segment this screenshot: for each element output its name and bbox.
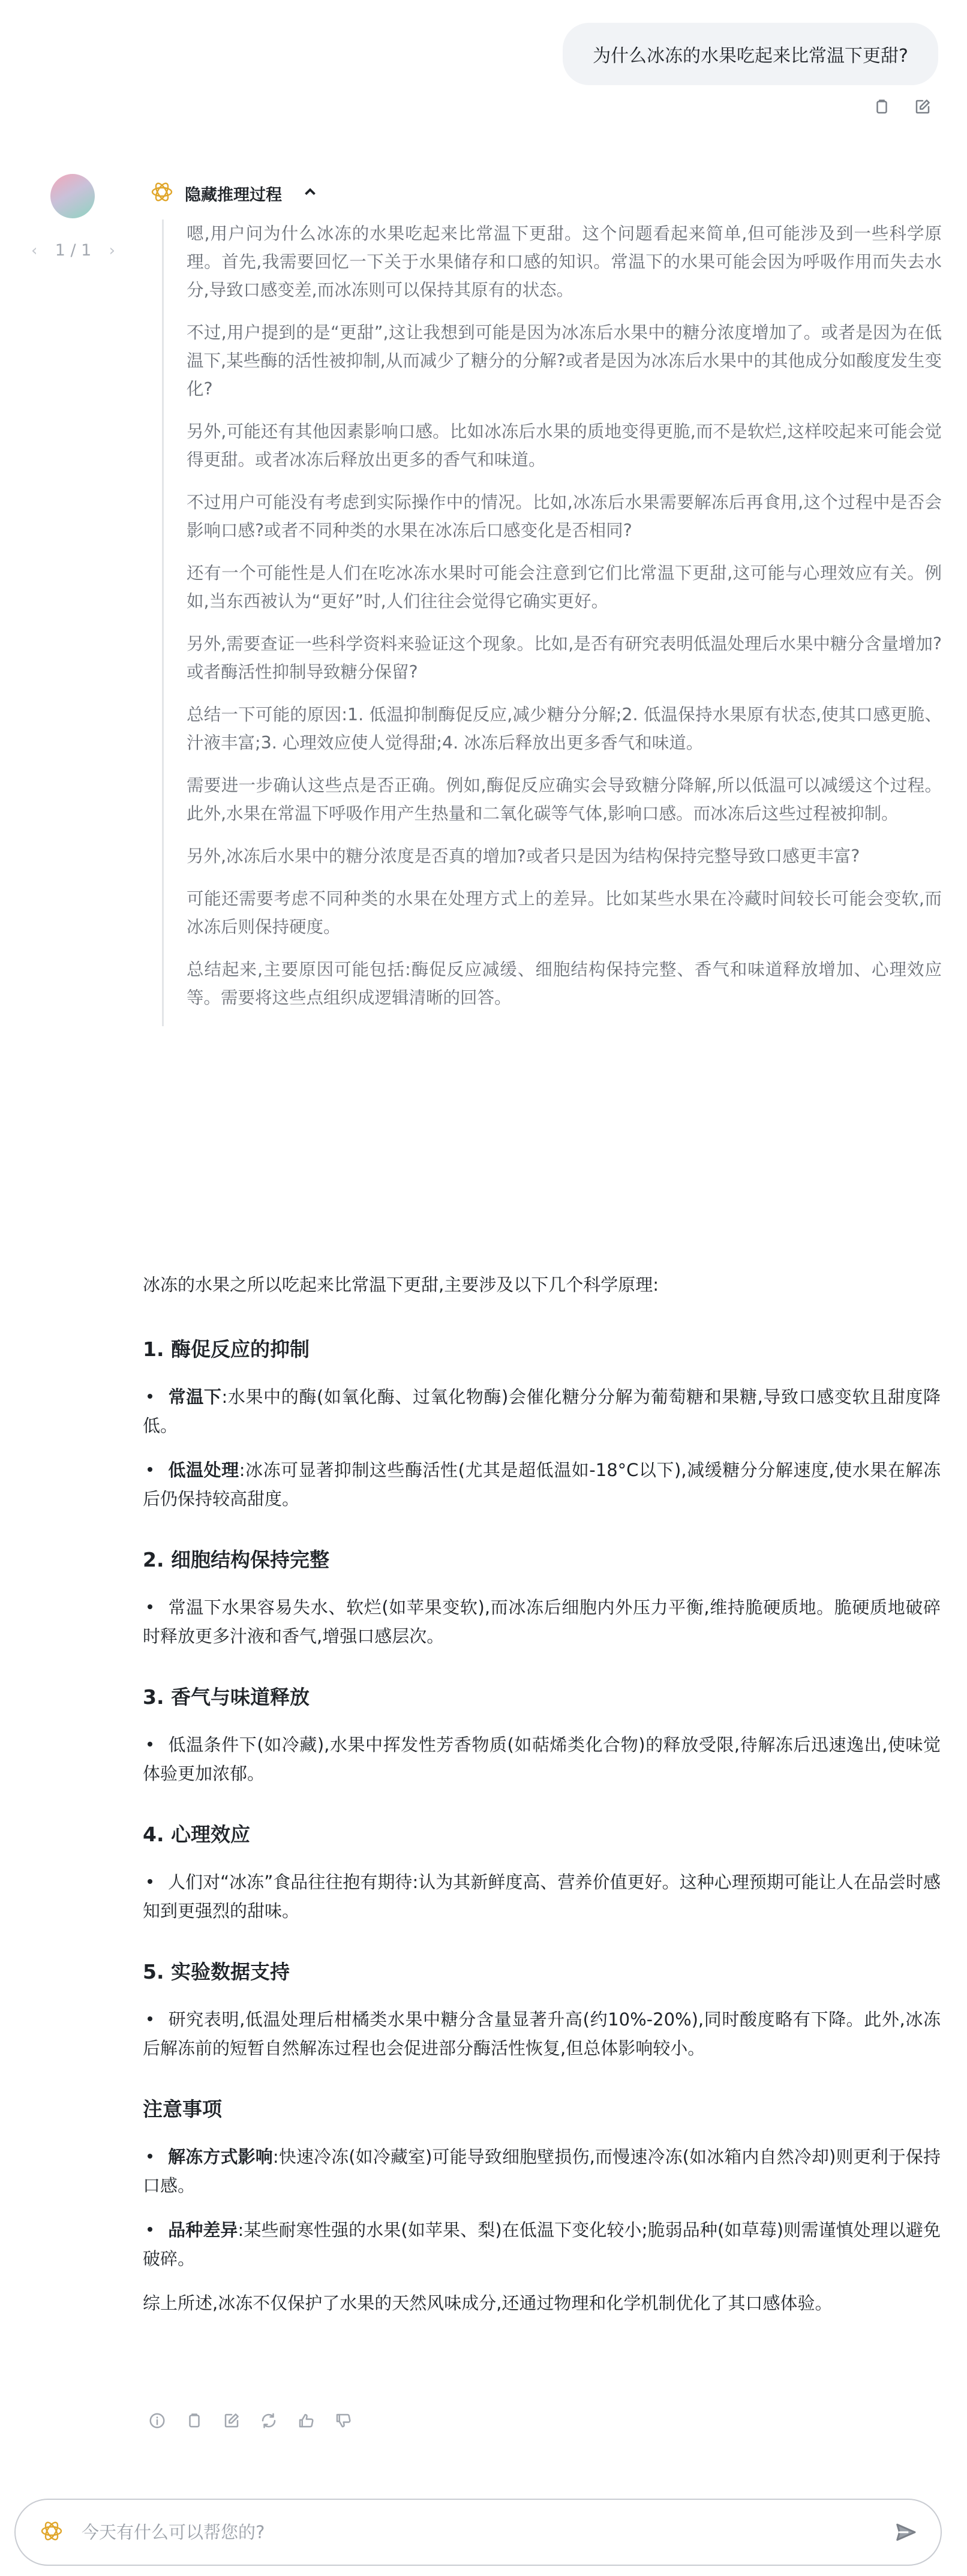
answer-section (143, 1956, 941, 2063)
list-item: 低温条件下(如冷藏),水果中挥发性芳香物质(如萜烯类化合物)的释放受限,待解冻后迅速逸出,使味觉体验更加浓郁。 (143, 1735, 941, 1784)
copy-icon[interactable] (871, 96, 893, 118)
section-heading: 5. 实验数据支持 (143, 1960, 290, 1983)
reasoning-paragraph: 可能还需要考虑不同种类的水果在处理方式上的差异。比如某些水果在冷藏时间较长可能会变软,而冰冻后则保持硬度。 (187, 889, 942, 937)
reasoning-paragraph: 不过,用户提到的是“更甜”,这让我想到可能是因为冰冻后水果中的糖分浓度增加了。或者是因为在低温下,某些酶的活性被抑制,从而减少了糖分的分解?或者是因为冰冻后水果中的其他成分如酸度发生变化? (187, 323, 942, 399)
answer-section (143, 1334, 941, 1513)
list-item: 常温下水果容易失水、软烂(如苹果变软),而冰冻后细胞内外压力平衡,维持脆硬质地。脆硬质地破碎时释放更多汁液和香气,增强口感层次。 (143, 1597, 941, 1646)
answer-actions (146, 2410, 354, 2431)
list-item: 低温处理:冰冻可显著抑制这些酶活性(尤其是超低温如-18°C以下),减缓糖分分解速度,使水果在解冻后仍保持较高甜度。 (143, 1460, 941, 1509)
reasoning-paragraph: 需要进一步确认这些点是否正确。例如,酶促反应确实会导致糖分降解,所以低温可以减缓这个过程。此外,水果在常温下呼吸作用产生热量和二氧化碳等气体,影响口感。而冰冻后这些过程被抑制。 (187, 775, 942, 823)
reasoning-paragraph: 总结一下可能的原因:1. 低温抑制酶促反应,减少糖分分解;2. 低温保持水果原有状态,使其口感更脆、汁液丰富;3. 心理效应使人觉得甜;4. 冰冻后释放出更多香气和味道。 (187, 705, 942, 753)
list-item: 常温下:水果中的酶(如氧化酶、过氧化物酶)会催化糖分分解为葡萄糖和果糖,导致口感变软且甜度降低。 (143, 1387, 941, 1436)
edit-icon[interactable] (912, 96, 933, 118)
reasoning-paragraph: 另外,冰冻后水果中的糖分浓度是否真的增加?或者只是因为结构保持完整导致口感更丰富? (187, 846, 860, 866)
user-message-actions (871, 96, 933, 118)
reasoning-paragraph: 另外,可能还有其他因素影响口感。比如冰冻后水果的质地变得更脆,而不是软烂,这样咬起来可能会觉得更甜。或者冰冻后释放出更多的香气和味道。 (187, 422, 942, 470)
reasoning-paragraph: 总结起来,主要原因可能包括:酶促反应减缓、细胞结构保持完整、香气和味道释放增加、心理效应等。需要将这些点组织成逻辑清晰的回答。 (187, 960, 942, 1008)
list-item: 人们对“冰冻”食品往往抱有期待:认为其新鲜度高、营养价值更好。这种心理预期可能让人在品尝时感知到更强烈的甜味。 (143, 1872, 941, 1921)
message-composer (14, 2499, 942, 2566)
pager-next-button[interactable]: › (109, 241, 115, 260)
pager-count: 1 / 1 (55, 241, 92, 260)
chevron-up-icon (293, 183, 319, 203)
list-item: 研究表明,低温处理后柑橘类水果中糖分含量显著升高(约10%-20%),同时酸度略有下降。此外,冰冻后解冻前的短暂自然解冻过程也会促进部分酶活性恢复,但总体影响较小。 (143, 2009, 941, 2058)
answer-intro: 冰冻的水果之所以吃起来比常温下更甜,主要涉及以下几个科学原理: (143, 1275, 659, 1295)
answer-section (143, 1544, 941, 1651)
section-heading: 2. 细胞结构保持完整 (143, 1548, 329, 1571)
list-item: 解冻方式影响:快速冷冻(如冷藏室)可能导致细胞壁损伤,而慢速冷冻(如冰箱内自然冷却)则更利于保持口感。 (143, 2147, 941, 2196)
send-icon[interactable] (895, 2521, 917, 2543)
user-bubble: 为什么冰冻的水果吃起来比常温下更甜? (563, 23, 938, 85)
answer-section (143, 2094, 941, 2273)
avatar (50, 174, 95, 218)
reasoning-content (162, 220, 942, 1026)
assistant-logo-icon (40, 2519, 64, 2545)
reasoning-toggle[interactable] (150, 180, 319, 206)
assistant-logo-icon (150, 180, 174, 206)
reasoning-label: 隐藏推理过程 (185, 185, 282, 205)
user-message (563, 23, 938, 85)
list-item: 品种差异:某些耐寒性强的水果(如苹果、梨)在低温下变化较小;脆弱品种(如草莓)则需谨慎处理以避免破碎。 (143, 2220, 941, 2269)
assistant-answer (143, 1270, 941, 2318)
section-heading: 1. 酶促反应的抑制 (143, 1337, 310, 1361)
thumbs-down-icon[interactable] (332, 2410, 354, 2431)
regenerate-icon[interactable] (258, 2410, 280, 2431)
edit-icon[interactable] (221, 2410, 242, 2431)
answer-section (143, 1682, 941, 1788)
reasoning-paragraph: 另外,需要查证一些科学资料来验证这个现象。比如,是否有研究表明低温处理后水果中糖分含量增加?或者酶活性抑制导致糖分保留? (187, 634, 942, 682)
answer-conclusion: 综上所述,冰冻不仅保护了水果的天然风味成分,还通过物理和化学机制优化了其口感体验。 (143, 2293, 833, 2313)
copy-icon[interactable] (184, 2410, 205, 2431)
answer-section (143, 1819, 941, 1925)
pager-prev-button[interactable]: ‹ (31, 241, 38, 260)
reasoning-paragraph: 不过用户可能没有考虑到实际操作中的情况。比如,冰冻后水果需要解冻后再食用,这个过程中是否会影响口感?或者不同种类的水果在冰冻后口感变化是否相同? (187, 492, 942, 540)
section-heading: 注意事项 (143, 2097, 222, 2121)
section-heading: 4. 心理效应 (143, 1823, 250, 1846)
info-icon[interactable] (146, 2410, 168, 2431)
response-pager (31, 241, 115, 260)
section-heading: 3. 香气与味道释放 (143, 1685, 310, 1709)
reasoning-paragraph: 嗯,用户问为什么冰冻的水果吃起来比常温下更甜。这个问题看起来简单,但可能涉及到一些科学原理。首先,我需要回忆一下关于水果储存和口感的知识。常温下的水果可能会因为呼吸作用而失去水分,导致口感变差,而冰冻则可以保持其原有的状态。 (187, 224, 942, 300)
reasoning-paragraph: 还有一个可能性是人们在吃冰冻水果时可能会注意到它们比常温下更甜,这可能与心理效应有关。例如,当东西被认为“更好”时,人们往往会觉得它确实更好。 (187, 563, 942, 611)
message-input[interactable] (82, 2522, 895, 2542)
thumbs-up-icon[interactable] (295, 2410, 317, 2431)
